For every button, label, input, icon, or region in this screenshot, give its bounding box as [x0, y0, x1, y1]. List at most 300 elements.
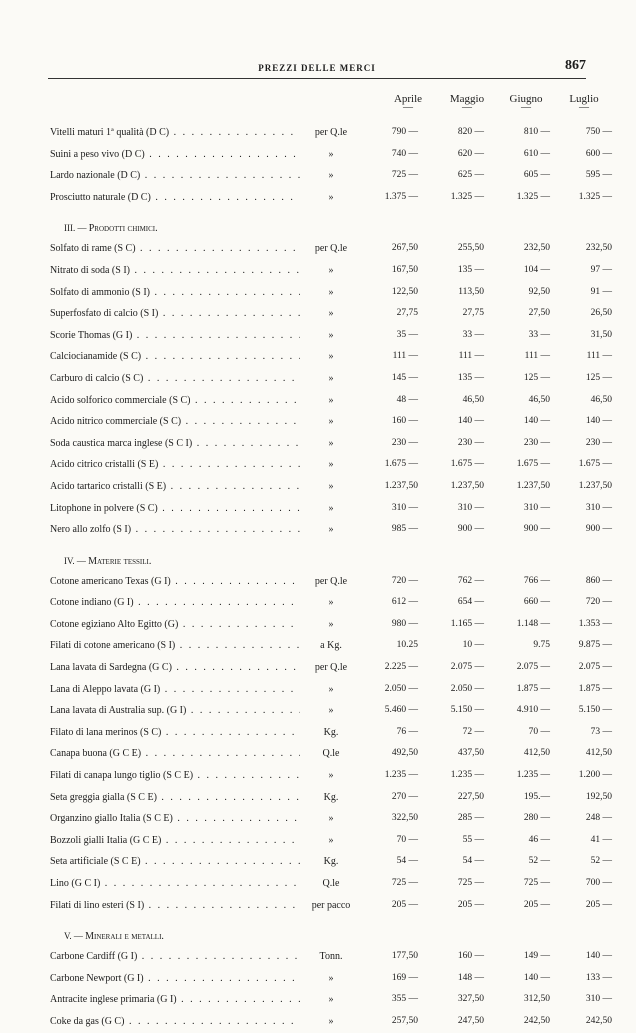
- commodity-name: Seta greggia gialla (S C E): [50, 791, 157, 803]
- price-value: 27,50: [528, 308, 550, 319]
- table-row: [0, 765, 636, 787]
- price-value: 9.875 —: [578, 640, 612, 651]
- price-value: 205 —: [391, 899, 418, 910]
- price-value: 595 —: [585, 170, 612, 181]
- table-row: [0, 282, 636, 304]
- price-value: 33 —: [462, 329, 484, 340]
- commodity-name: Superfosfato di calcio (S I): [50, 308, 159, 320]
- price-value: 660 —: [523, 597, 550, 608]
- commodity-label: [50, 165, 300, 187]
- commodity-name: Litophone in polvere (S C): [50, 502, 158, 514]
- price-value: 322,50: [391, 813, 418, 824]
- price-value: 230 —: [523, 437, 550, 448]
- unit: per Q.le: [314, 127, 348, 138]
- table-row: [0, 700, 636, 722]
- price-value: 985 —: [391, 524, 418, 535]
- price-value: 140 —: [457, 416, 484, 427]
- unit: Tonn.: [319, 951, 343, 963]
- commodity-name: Filati di cotone americano (S I): [50, 640, 176, 652]
- price-value: 725 —: [523, 878, 550, 888]
- price-value: 1.235 —: [516, 770, 550, 781]
- commodity-label: [50, 260, 300, 282]
- price-value: 52 —: [528, 856, 550, 867]
- commodity-label: [50, 946, 300, 968]
- commodity-name: Cotone egiziano Alto Egitto (G): [50, 618, 179, 630]
- commodity-name: Carbone Cardiff (G I): [50, 951, 138, 963]
- price-value: 72 —: [462, 726, 484, 737]
- price-value: 1.675 —: [384, 459, 418, 470]
- commodity-label: [50, 657, 300, 679]
- table-row: [0, 303, 636, 325]
- price-value: 97 —: [590, 264, 612, 275]
- price-value: 54 —: [396, 856, 418, 867]
- price-value: 35 —: [396, 329, 418, 340]
- price-value: 73 —: [590, 726, 612, 737]
- price-value: 149 —: [523, 951, 550, 962]
- table-row: [0, 433, 636, 455]
- price-value: 327,50: [457, 994, 484, 1005]
- price-value: 700 —: [585, 878, 612, 888]
- commodity-label: [50, 571, 300, 593]
- unit: »: [328, 705, 334, 717]
- price-value: 1.235 —: [450, 770, 484, 781]
- commodity-label: [50, 895, 300, 917]
- price-value: 169 —: [391, 972, 418, 983]
- price-value: 125 —: [523, 372, 550, 383]
- price-value: 280 —: [523, 813, 550, 824]
- unit: »: [328, 834, 334, 846]
- commodity-name: Nitrato di soda (S I): [50, 264, 130, 276]
- price-value: 1.237,50: [384, 480, 418, 491]
- price-value: 1.675 —: [450, 459, 484, 470]
- table-row: [0, 989, 636, 1011]
- price-value: 625 —: [457, 170, 484, 181]
- price-value: 111 —: [586, 351, 612, 362]
- commodity-label: [50, 303, 300, 325]
- commodity-name: Prosciutto naturale (D C): [50, 191, 151, 203]
- price-value: 145 —: [391, 372, 418, 383]
- commodity-name: Acido citrico cristalli (S E): [50, 459, 159, 471]
- commodity-label: [50, 325, 300, 347]
- price-value: 148 —: [457, 972, 484, 983]
- price-value: 820 —: [457, 127, 484, 137]
- commodity-name: Antracite inglese primaria (G I): [50, 994, 177, 1006]
- price-value: 46,50: [528, 394, 550, 405]
- section-number: V. —: [64, 931, 83, 942]
- commodity-name: Solfato di ammonio (S I): [50, 286, 150, 298]
- unit: »: [328, 329, 334, 341]
- commodity-name: Solfato di rame (S C): [50, 243, 136, 255]
- table-row: [0, 787, 636, 809]
- table-row: [0, 260, 636, 282]
- commodity-name: Seta artificiale (S C E): [50, 856, 141, 868]
- unit: »: [328, 683, 334, 695]
- commodity-label: [50, 787, 300, 809]
- price-table: [0, 122, 636, 1033]
- price-value: 232,50: [585, 243, 612, 254]
- price-value: 1.875 —: [516, 683, 550, 694]
- running-title: PREZZI DELLE MERCI: [258, 63, 376, 73]
- price-value: 2.225 —: [384, 662, 418, 673]
- price-value: 232,50: [523, 243, 550, 254]
- price-value: 160 —: [457, 951, 484, 962]
- table-row: [0, 571, 636, 593]
- commodity-name: Acido tartarico cristalli (S E): [50, 480, 167, 492]
- commodity-name: Lana di Aleppo lavata (G I): [50, 683, 161, 695]
- commodity-name: Carbone Newport (G I): [50, 972, 144, 984]
- price-value: 5.150 —: [578, 705, 612, 716]
- price-value: 725 —: [391, 170, 418, 181]
- price-value: 1.375 —: [384, 191, 418, 202]
- price-value: 310 —: [585, 994, 612, 1005]
- price-value: 70 —: [396, 834, 418, 845]
- price-value: 310 —: [585, 502, 612, 513]
- commodity-label: [50, 873, 300, 895]
- price-value: 310 —: [391, 502, 418, 513]
- table-row: [0, 165, 636, 187]
- price-value: 9.75: [533, 640, 550, 651]
- unit: »: [328, 148, 334, 160]
- price-value: 140 —: [585, 951, 612, 962]
- commodity-label: [50, 679, 300, 701]
- price-value: 2.050 —: [384, 683, 418, 694]
- price-value: 900 —: [585, 524, 612, 535]
- price-value: 1.237,50: [516, 480, 550, 491]
- table-row: [0, 946, 636, 968]
- price-value: 1.237,50: [578, 480, 612, 491]
- price-value: 125 —: [585, 372, 612, 383]
- price-value: 492,50: [391, 748, 418, 759]
- table-row: [0, 851, 636, 873]
- price-value: 33 —: [528, 329, 550, 340]
- unit: per Q.le: [314, 662, 348, 674]
- price-value: 104 —: [523, 264, 550, 275]
- table-row: [0, 325, 636, 347]
- commodity-label: [50, 433, 300, 455]
- table-row: [0, 722, 636, 744]
- price-value: 1.353 —: [578, 618, 612, 629]
- price-value: 31,50: [590, 329, 612, 340]
- price-value: 10 —: [462, 640, 484, 651]
- commodity-name: Scorie Thomas (G I): [50, 329, 133, 341]
- price-value: 248 —: [585, 813, 612, 824]
- section-title: [0, 218, 636, 238]
- commodity-label: [50, 390, 300, 412]
- price-value: 205 —: [523, 899, 550, 910]
- commodity-name: Soda caustica marca inglese (S C I): [50, 437, 193, 449]
- price-value: 192,50: [585, 791, 612, 802]
- price-value: 140 —: [523, 416, 550, 427]
- price-value: 111 —: [392, 351, 418, 362]
- commodity-name: Lana lavata di Sardegna (G C): [50, 662, 172, 674]
- price-value: 41 —: [590, 834, 612, 845]
- unit: »: [328, 264, 334, 276]
- unit: »: [328, 972, 334, 984]
- table-row: [0, 592, 636, 614]
- price-value: 762 —: [457, 575, 484, 586]
- table-row: [0, 238, 636, 260]
- table-row: [0, 635, 636, 657]
- table-row: [0, 411, 636, 433]
- commodity-label: [50, 808, 300, 830]
- price-value: 10.25: [396, 640, 418, 651]
- price-value: 1.235 —: [384, 770, 418, 781]
- price-value: 27,75: [396, 308, 418, 319]
- unit: Q.le: [322, 878, 340, 889]
- price-value: 4.910 —: [516, 705, 550, 716]
- price-value: 133 —: [585, 972, 612, 983]
- price-value: 167,50: [391, 264, 418, 275]
- unit: »: [328, 286, 334, 298]
- price-value: 91 —: [590, 286, 612, 297]
- price-value: 140 —: [585, 416, 612, 427]
- commodity-name: Acido solforico commerciale (S C): [50, 394, 191, 406]
- price-value: 111 —: [524, 351, 550, 362]
- column-header-aprile: Aprile —: [393, 93, 423, 113]
- price-value: 2.075 —: [516, 662, 550, 673]
- price-value: 412,50: [585, 748, 612, 759]
- commodity-label: [50, 830, 300, 852]
- column-header-luglio: Luglio —: [569, 93, 599, 113]
- commodity-name: Calciocianamide (S C): [50, 351, 142, 363]
- commodity-label: [50, 989, 300, 1011]
- price-value: 2.050 —: [450, 683, 484, 694]
- table-row: [0, 454, 636, 476]
- commodity-name: Suini a peso vivo (D C): [50, 148, 145, 160]
- price-value: 900 —: [523, 524, 550, 535]
- price-value: 26,50: [590, 308, 612, 319]
- price-value: 612 —: [391, 597, 418, 608]
- price-value: 135 —: [457, 372, 484, 383]
- unit: »: [328, 480, 334, 492]
- table-row: [0, 122, 636, 144]
- price-value: 48 —: [396, 394, 418, 405]
- price-value: 76 —: [396, 726, 418, 737]
- commodity-label: [50, 144, 300, 166]
- price-value: 285 —: [457, 813, 484, 824]
- section-title: [0, 551, 636, 571]
- price-value: 900 —: [457, 524, 484, 535]
- price-value: 5.460 —: [384, 705, 418, 716]
- table-row: [0, 1011, 636, 1033]
- commodity-label: [50, 851, 300, 873]
- price-value: 135 —: [457, 264, 484, 275]
- price-value: 2.075 —: [578, 662, 612, 673]
- price-value: 113,50: [458, 286, 484, 297]
- unit: »: [328, 437, 334, 449]
- unit: »: [328, 1015, 334, 1027]
- price-value: 46,50: [462, 394, 484, 405]
- unit: Kg.: [323, 791, 339, 803]
- price-value: 720 —: [391, 575, 418, 586]
- price-value: 766 —: [523, 575, 550, 586]
- table-row: [0, 368, 636, 390]
- price-value: 230 —: [585, 437, 612, 448]
- section-name: Prodotti chimici.: [88, 223, 158, 235]
- table-row: [0, 873, 636, 895]
- unit: »: [328, 170, 334, 182]
- price-value: 1.165 —: [450, 618, 484, 629]
- section-title: [0, 926, 636, 946]
- price-value: 750 —: [585, 127, 612, 137]
- unit: »: [328, 308, 334, 320]
- price-value: 312,50: [523, 994, 550, 1005]
- price-value: 740 —: [391, 148, 418, 159]
- unit: Kg.: [323, 856, 339, 868]
- price-value: 257,50: [391, 1015, 418, 1026]
- price-value: 620 —: [457, 148, 484, 159]
- price-value: 247,50: [457, 1015, 484, 1026]
- commodity-name: Nero allo zolfo (S I): [50, 524, 132, 536]
- commodity-name: Cotone americano Texas (G I): [50, 575, 171, 587]
- price-value: 1.875 —: [578, 683, 612, 694]
- commodity-label: [50, 411, 300, 433]
- section-number: IV. —: [64, 555, 86, 566]
- commodity-label: [50, 498, 300, 520]
- unit: Kg.: [323, 726, 339, 738]
- price-value: 2.075 —: [450, 662, 484, 673]
- price-value: 227,50: [457, 791, 484, 802]
- price-value: 242,50: [523, 1015, 550, 1026]
- commodity-label: [50, 122, 300, 144]
- price-value: 205 —: [585, 899, 612, 910]
- price-value: 122,50: [391, 286, 418, 297]
- price-value: 1.675 —: [578, 459, 612, 470]
- unit: Q.le: [322, 748, 340, 760]
- column-header-maggio: Maggio —: [449, 93, 485, 113]
- page-header: [48, 58, 586, 78]
- column-header-giugno: Giugno —: [509, 93, 543, 113]
- commodity-name: Organzino giallo Italia (S C E): [50, 813, 173, 825]
- price-value: 310 —: [457, 502, 484, 513]
- commodity-label: [50, 592, 300, 614]
- section-number: III. —: [64, 223, 87, 234]
- unit: »: [328, 351, 334, 363]
- price-value: 205 —: [457, 899, 484, 910]
- price-value: 725 —: [457, 878, 484, 888]
- commodity-name: Canapa buona (G C E): [50, 748, 142, 760]
- table-row: [0, 519, 636, 541]
- commodity-label: [50, 519, 300, 541]
- unit: »: [328, 597, 334, 609]
- price-value: 810 —: [523, 127, 550, 137]
- commodity-label: [50, 454, 300, 476]
- price-value: 1.675 —: [516, 459, 550, 470]
- table-row: [0, 743, 636, 765]
- commodity-name: Lardo nazionale (D C): [50, 170, 141, 182]
- commodity-name: Filati di lino esteri (S I): [50, 899, 145, 911]
- commodity-name: Lino (G C I): [50, 878, 101, 889]
- commodity-label: [50, 765, 300, 787]
- price-value: 720 —: [585, 597, 612, 608]
- commodity-label: [50, 743, 300, 765]
- price-value: 267,50: [391, 243, 418, 254]
- commodity-label: [50, 282, 300, 304]
- price-value: 177,50: [391, 951, 418, 962]
- price-value: 92,50: [528, 286, 550, 297]
- commodity-name: Vitelli maturi 1ª qualità (D C): [50, 127, 170, 138]
- commodity-label: [50, 614, 300, 636]
- commodity-label: [50, 1011, 300, 1033]
- unit: »: [328, 394, 334, 406]
- header-rule: [48, 78, 586, 79]
- unit: »: [328, 416, 334, 428]
- price-value: 5.150 —: [450, 705, 484, 716]
- unit: »: [328, 524, 334, 536]
- price-value: 1.200 —: [578, 770, 612, 781]
- page-number: 867: [565, 58, 586, 73]
- price-value: 111 —: [458, 351, 484, 362]
- table-row: [0, 614, 636, 636]
- commodity-label: [50, 187, 300, 209]
- commodity-name: Bozzoli gialli Italia (G C E): [50, 834, 162, 846]
- price-value: 610 —: [523, 148, 550, 159]
- price-value: 980 —: [391, 618, 418, 629]
- price-value: 412,50: [523, 748, 550, 759]
- table-row: [0, 498, 636, 520]
- price-value: 46 —: [528, 834, 550, 845]
- commodity-label: [50, 968, 300, 990]
- commodity-name: Acido nitrico commerciale (S C): [50, 416, 182, 428]
- price-value: 654 —: [457, 597, 484, 608]
- unit: per pacco: [311, 899, 351, 911]
- price-value: 600 —: [585, 148, 612, 159]
- table-row: [0, 830, 636, 852]
- unit: a Kg.: [320, 640, 342, 652]
- commodity-label: [50, 238, 300, 260]
- price-value: 230 —: [457, 437, 484, 448]
- unit: »: [328, 770, 334, 782]
- price-value: 46,50: [590, 394, 612, 405]
- commodity-name: Coke da gas (G C): [50, 1015, 125, 1027]
- price-value: 605 —: [523, 170, 550, 181]
- table-row: [0, 657, 636, 679]
- table-row: [0, 679, 636, 701]
- unit: »: [328, 502, 334, 514]
- price-value: 1.325 —: [516, 191, 550, 202]
- commodity-name: Cotone indiano (G I): [50, 597, 134, 609]
- price-value: 355 —: [391, 994, 418, 1005]
- price-value: 1.325 —: [450, 191, 484, 202]
- table-row: [0, 346, 636, 368]
- unit: »: [328, 459, 334, 471]
- table-row: [0, 187, 636, 209]
- table-row: [0, 476, 636, 498]
- price-value: 230 —: [391, 437, 418, 448]
- commodity-label: [50, 346, 300, 368]
- price-value: 725 —: [391, 878, 418, 888]
- commodity-label: [50, 476, 300, 498]
- price-value: 27,75: [462, 308, 484, 319]
- price-value: 195.—: [523, 791, 550, 802]
- table-row: [0, 390, 636, 412]
- price-value: 1.237,50: [450, 480, 484, 491]
- price-value: 242,50: [585, 1015, 612, 1026]
- commodity-name: Filati di canapa lungo tiglio (S C E): [50, 770, 194, 782]
- commodity-name: Lana lavata di Australia sup. (G I): [50, 705, 187, 717]
- price-value: 160 —: [391, 416, 418, 427]
- commodity-label: [50, 635, 300, 657]
- price-value: 70 —: [528, 726, 550, 737]
- price-value: 1.148 —: [516, 618, 550, 629]
- unit: »: [328, 191, 334, 203]
- table-row: [0, 895, 636, 917]
- unit: per Q.le: [314, 243, 348, 255]
- price-value: 310 —: [523, 502, 550, 513]
- price-value: 54 —: [462, 856, 484, 867]
- table-row: [0, 144, 636, 166]
- price-value: 270 —: [391, 791, 418, 802]
